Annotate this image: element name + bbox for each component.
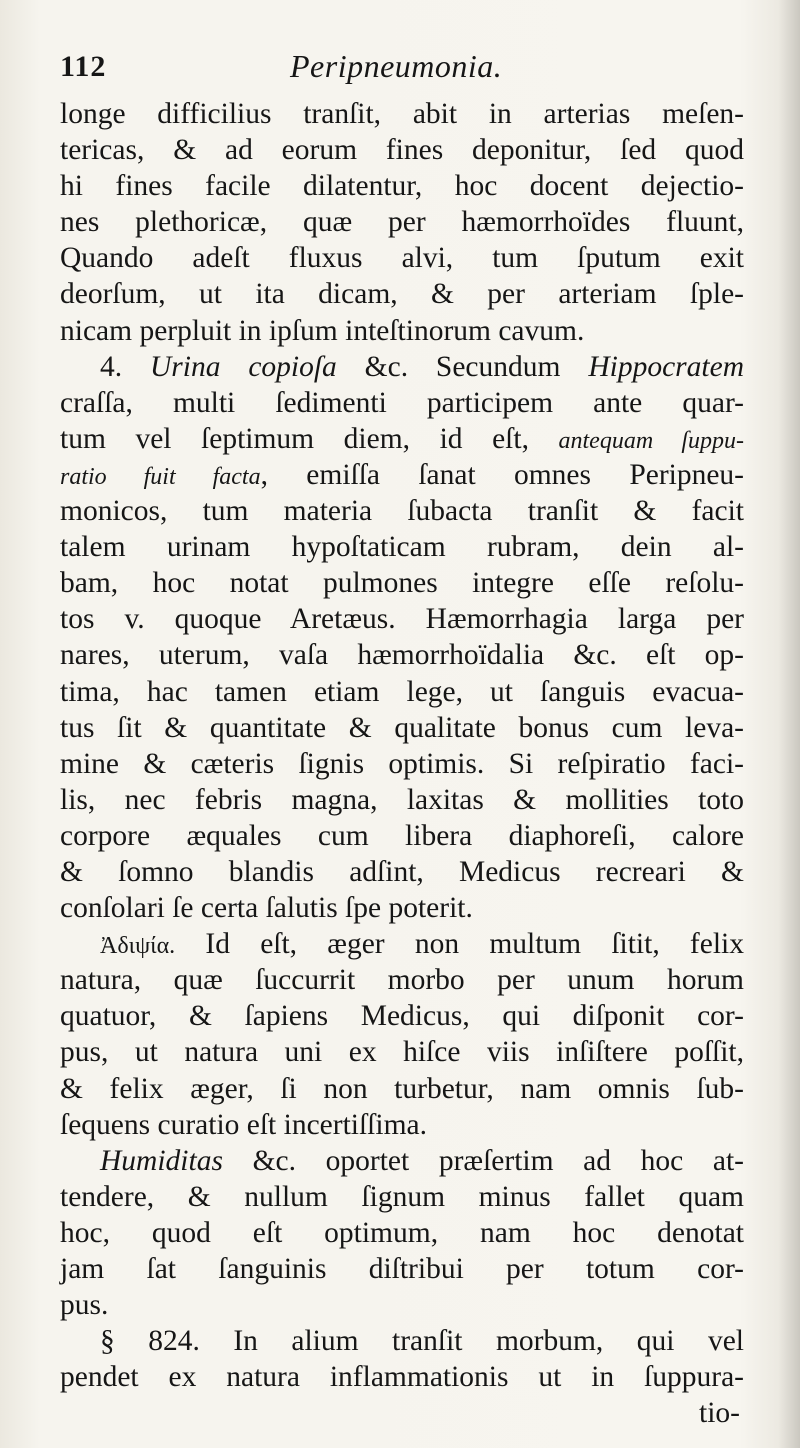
text-line xyxy=(60,349,744,385)
text-line xyxy=(60,204,744,240)
text-segment: nes plethoricæ, quæ per hæmorrhoïdes fluunt, xyxy=(60,206,744,239)
text-segment: hi fines facile dilatentur, hoc docent dejectio- xyxy=(60,170,744,203)
body-text xyxy=(60,96,744,1431)
text-segment: craſſa, multi ſedimenti participem ante quar- xyxy=(60,386,744,419)
text-line xyxy=(60,818,744,854)
text-segment: § 824. In alium tranſit morbum, qui vel xyxy=(100,1325,744,1358)
text-segment: monicos, tum materia ſubacta tranſit & facit xyxy=(60,495,744,528)
text-line xyxy=(60,710,744,746)
text-line xyxy=(60,168,744,204)
text-line xyxy=(60,1359,744,1395)
text-line xyxy=(60,1287,744,1323)
text-line xyxy=(60,1143,744,1179)
text-segment: tima, hac tamen etiam lege, ut ſanguis evacua- xyxy=(60,675,744,708)
italic-text: Urina copioſa xyxy=(149,350,337,383)
text-line xyxy=(60,1395,744,1431)
text-segment: tendere, & nullum ſignum minus fallet quam xyxy=(60,1180,744,1213)
text-segment: & ſomno blandis adſint, Medicus recreari & xyxy=(60,855,744,888)
text-segment: mine & cæteris ſignis optimis. Si reſpiratio faci- xyxy=(60,747,744,780)
text-line xyxy=(60,529,744,565)
text-segment: tos v. quoque Aretæus. Hæmorrhagia larga per xyxy=(60,603,744,636)
text-segment: nares, uterum, vaſa hæmorrhoïdalia &c. eſt op- xyxy=(60,639,744,672)
text-line xyxy=(60,493,744,529)
text-segment: tericas, & ad eorum fines deponitur, ſed quod xyxy=(60,134,744,167)
text-segment: nicam perpluit in ipſum inteſtinorum cavum. xyxy=(60,314,585,347)
text-line xyxy=(60,1323,744,1359)
text-line xyxy=(60,890,744,926)
italic-text: Humiditas xyxy=(100,1144,223,1177)
text-line xyxy=(60,1179,744,1215)
text-line xyxy=(60,276,744,312)
text-line xyxy=(60,926,744,962)
page-header xyxy=(60,44,740,94)
text-segment: tio- xyxy=(699,1397,740,1430)
text-segment: & felix æger, ſi non turbetur, nam omnis ſub- xyxy=(60,1072,744,1105)
text-segment: Id eſt, æger non multum ſitit, felix xyxy=(175,928,744,961)
text-line xyxy=(60,132,744,168)
italic-text: antequam ſuppu- xyxy=(558,427,744,454)
text-line xyxy=(60,782,744,818)
text-line xyxy=(60,385,744,421)
text-line xyxy=(60,565,744,601)
text-line xyxy=(60,313,744,349)
spine-shadow xyxy=(778,0,800,1448)
text-segment: pendet ex natura inflammationis ut in ſuppura- xyxy=(60,1361,744,1394)
text-segment: tus ſit & quantitate & qualitate bonus cum leva- xyxy=(60,711,744,744)
text-segment: bam, hoc notat pulmones integre eſſe reſolu- xyxy=(60,567,744,600)
text-segment: ſequens curatio eſt incertiſſima. xyxy=(60,1108,427,1141)
italic-text: Hippocratem xyxy=(588,350,744,383)
text-line xyxy=(60,1251,744,1287)
text-line xyxy=(60,962,744,998)
text-segment: deorſum, ut ita dicam, & per arteriam ſple- xyxy=(60,278,744,311)
text-segment: conſolari ſe certa ſalutis ſpe poterit. xyxy=(60,892,473,925)
text-line xyxy=(60,96,744,132)
text-segment: &c. Secundum xyxy=(336,350,589,383)
text-line xyxy=(60,674,744,710)
text-line xyxy=(60,854,744,890)
text-segment: quatuor, & ſapiens Medicus, qui diſponit cor- xyxy=(60,1000,744,1033)
text-segment: longe difficilius tranſit, abit in arterias meſen- xyxy=(60,98,744,130)
text-segment: tum vel ſeptimum diem, id eſt, xyxy=(60,422,559,455)
page-number: 112 xyxy=(60,50,107,83)
text-line xyxy=(60,421,744,457)
text-line xyxy=(60,998,744,1034)
text-segment: natura, quæ ſuccurrit morbo per unum horum xyxy=(60,964,744,997)
text-line xyxy=(60,457,744,493)
text-segment: talem urinam hypoſtaticam rubram, dein al- xyxy=(60,531,744,564)
text-line xyxy=(60,240,744,276)
text-line xyxy=(60,601,744,637)
text-segment: &c. oportet præſertim ad hoc at- xyxy=(222,1144,744,1177)
text-line xyxy=(60,1071,744,1107)
text-segment: corpore æquales cum libera diaphoreſi, calore xyxy=(60,819,744,852)
text-segment: , emiſſa ſanat omnes Peripneu- xyxy=(260,458,745,491)
text-segment: hoc, quod eſt optimum, nam hoc denotat xyxy=(60,1216,744,1249)
text-line xyxy=(60,1215,744,1251)
running-title: Peripneumonia. xyxy=(290,48,503,84)
text-segment: pus. xyxy=(60,1289,109,1322)
text-segment: pus, ut natura uni ex hiſce viis inſiſtere poſſit, xyxy=(60,1036,744,1069)
text-segment: jam ſat ſanguinis diſtribui per totum cor- xyxy=(60,1253,744,1285)
text-segment: Ἀδιψία. xyxy=(100,933,176,960)
text-segment: lis, nec febris magna, laxitas & mollities toto xyxy=(60,783,744,816)
italic-text: ratio fuit facta xyxy=(60,463,261,490)
text-line xyxy=(60,1034,744,1070)
text-segment: Quando adeſt fluxus alvi, tum ſputum exit xyxy=(60,242,744,275)
text-line xyxy=(60,637,744,673)
text-line xyxy=(60,1107,744,1143)
text-segment: 4. xyxy=(100,350,150,383)
text-line xyxy=(60,746,744,782)
